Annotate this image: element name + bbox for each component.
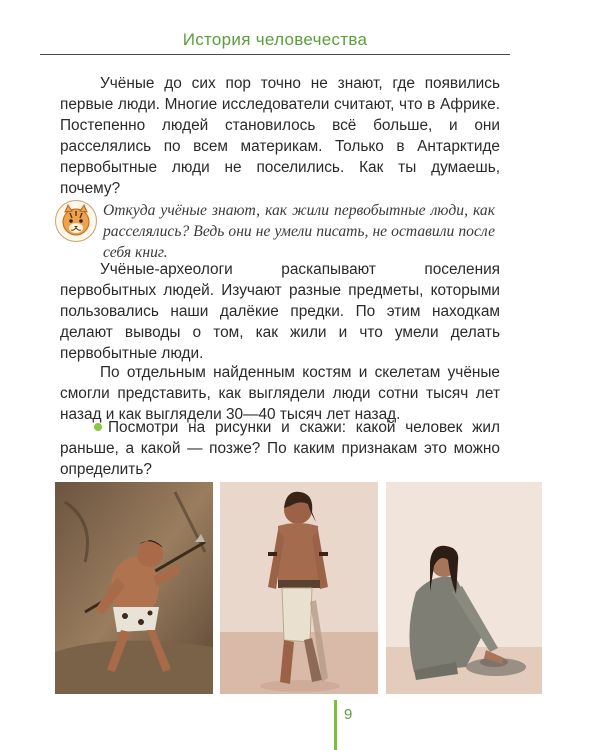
paragraph-origin-text: Учёные до сих пор точно не знают, где появились первые люди. Многие исследователи считают, что в Африке. Постепенно людей становилось всё больше, и они расселялись по всем материкам. Только в Антарктиде первобытные люди не поселились. Как ты думаешь, почему? bbox=[60, 75, 500, 197]
task-block bbox=[60, 417, 500, 480]
green-bullet-icon bbox=[94, 423, 102, 431]
section-title: История человечества bbox=[182, 30, 368, 49]
page-number: 9 bbox=[344, 706, 353, 723]
paragraph-origin bbox=[60, 73, 500, 199]
page-header bbox=[40, 30, 510, 55]
illustration-woman-grinding bbox=[386, 482, 542, 694]
task-text: Посмотри на рисунки и скажи: какой человек жил раньше, а какой — позже? По каким признакам это можно определить? bbox=[60, 419, 500, 478]
paragraph-skeletons-text: По отдельным найденным костям и скелетам учёные смогли представить, как выглядели люди сотни тысяч лет назад и как выглядели 30—40 тысяч лет назад. bbox=[60, 364, 500, 423]
tiger-face-icon bbox=[55, 200, 97, 242]
paragraph-skeletons bbox=[60, 362, 500, 425]
illustration-neanderthal bbox=[55, 482, 213, 694]
paragraph-archaeology bbox=[60, 259, 500, 364]
illustration-cro-magnon bbox=[220, 482, 378, 694]
paragraph-archaeology-text: Учёные-археологи раскапывают поселения первобытных людей. Изучают разные предметы, которыми пользовались наши далёкие предки. По этим находкам делают выводы о том, как жили и что умели делать первобытные люди. bbox=[60, 261, 500, 362]
question-note-text: Откуда учёные знают, как жили первобытные люди, как расселялись? Ведь они не умели писать, не оставили после себя книг. bbox=[103, 202, 495, 261]
footer-divider bbox=[334, 700, 337, 750]
